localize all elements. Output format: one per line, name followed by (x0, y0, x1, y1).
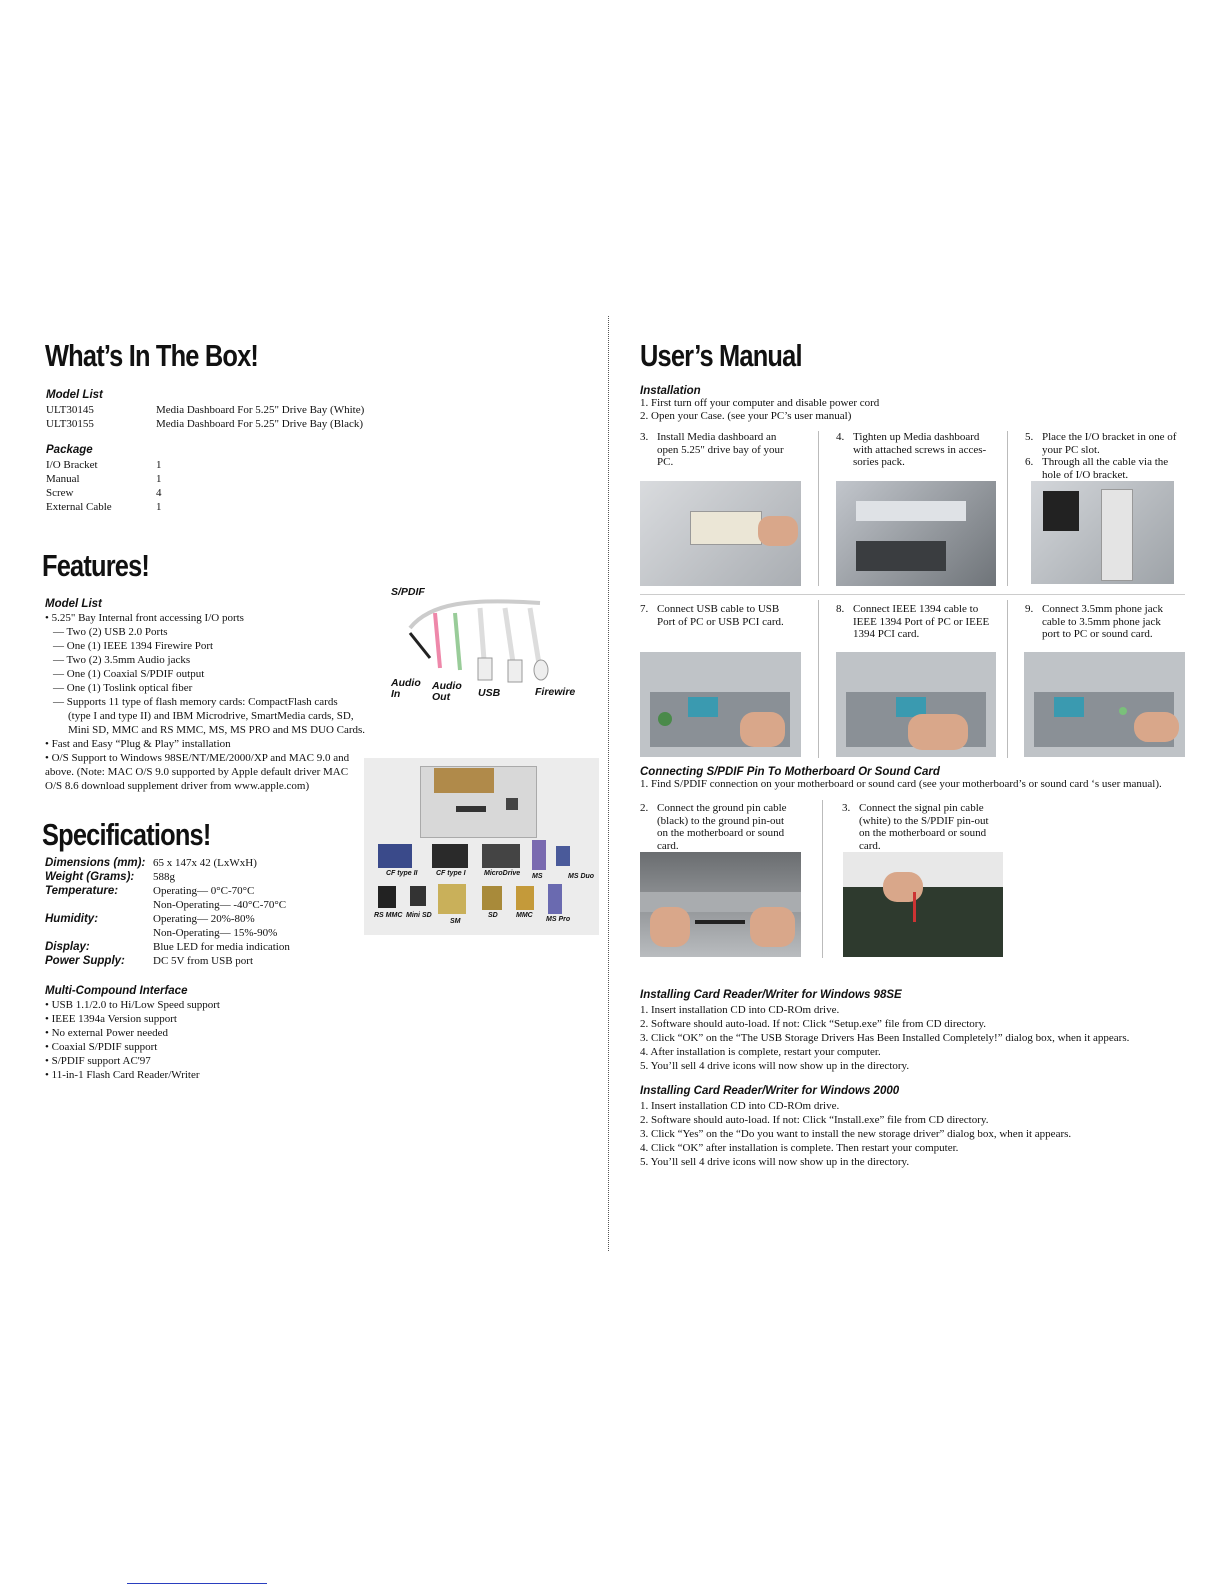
step-7 (640, 603, 810, 628)
cable-illustration (390, 598, 590, 688)
io-bracket-image (1101, 489, 1133, 581)
hand-image (650, 907, 690, 947)
step-text: sories pack. (853, 456, 905, 468)
spdif-heading: Connecting S/PDIF Pin To Motherboard Or Sound Card (640, 766, 940, 778)
hand-image (883, 872, 923, 902)
spdif-step-1: 1. Find S/PDIF connection on your motherboard or sound card (see your motherboard’s or sound card ‘s user manual). (640, 778, 1162, 790)
power-socket-image (1043, 491, 1079, 531)
sd-card-image (482, 886, 502, 910)
package-item: I/O Bracket (46, 459, 98, 471)
card-label: MS (532, 873, 543, 880)
column-divider (822, 800, 823, 958)
card-label: SM (450, 918, 461, 925)
step-text: Install Media dashboard an (657, 431, 777, 443)
spec-label: Dimensions (mm): (45, 857, 146, 869)
model-desc: Media Dashboard For 5.25" Drive Bay (White) (156, 404, 365, 416)
win98-step: 5. You’ll sell 4 drive icons will now show up in the directory. (640, 1060, 910, 1072)
spec-value: Non-Operating— 15%-90% (153, 927, 278, 939)
spec-label: Temperature: (45, 885, 119, 897)
win98-step: 1. Insert installation CD into CD-ROm drive. (640, 1004, 840, 1016)
feature-line: — Two (2) USB 2.0 Ports (53, 626, 168, 638)
step-number: 7. (640, 603, 649, 615)
step-text: cable to 3.5mm phone jack (1042, 615, 1161, 628)
spdif-step-2 (640, 802, 815, 852)
card-label: MicroDrive (484, 870, 521, 877)
step-text: card. (859, 839, 881, 852)
spec-value: 588g (153, 871, 175, 883)
package-item: Screw (46, 487, 74, 499)
package-qty: 1 (156, 473, 162, 485)
page-fold-divider (608, 316, 609, 1251)
hand-image (1134, 712, 1179, 742)
cable-label-audio-out: Audio Out (432, 680, 462, 703)
step-number: 2. (640, 802, 649, 814)
step-text: Connect 3.5mm phone jack (1042, 603, 1163, 615)
microdrive-image (482, 844, 520, 868)
win2000-step: 4. Click “OK” after installation is complete. Then restart your computer. (640, 1142, 959, 1154)
win98-steps (640, 1003, 1129, 1073)
step-number: 6. (1025, 456, 1034, 468)
card-label: MS Duo (568, 873, 595, 880)
audio-jack-image (1119, 707, 1127, 715)
port-image (1054, 697, 1084, 717)
spdif-step-3-photo (843, 852, 1003, 957)
sm-card-image (438, 884, 466, 914)
column-divider (1007, 431, 1008, 586)
drive-bay-image (690, 511, 762, 545)
specs-table (45, 856, 290, 968)
mmc-card-image (516, 886, 534, 910)
ps2-port-image (658, 712, 672, 726)
package-qty: 4 (156, 487, 162, 499)
spec-label: Power Supply: (45, 955, 125, 967)
card-label: MMC (516, 912, 533, 919)
step-4 (836, 431, 1001, 469)
win2000-step: 2. Software should auto-load. If not: Click “Install.exe” file from CD directory. (640, 1114, 989, 1126)
features-title: Features! (42, 548, 150, 583)
step-text: Place the I/O bracket in one of (1042, 431, 1177, 443)
interface-line: • Coaxial S/PDIF support (45, 1041, 158, 1053)
step-5-6 (1025, 431, 1195, 481)
feature-line: O/S 8.6 download supplement driver from www.apple.com) (45, 780, 310, 792)
feature-line: Mini SD, MMC and RS MMC, MS, MS PRO and MS DUO Cards. (68, 724, 366, 736)
hand-image (740, 712, 785, 747)
cf1-card-image (432, 844, 468, 868)
step-number: 4. (836, 431, 845, 443)
step-text: (black) to the ground pin-out (657, 814, 785, 827)
port-image (506, 798, 518, 810)
bay-image (856, 501, 966, 521)
interface-line: • USB 1.1/2.0 to Hi/Low Speed support (45, 999, 220, 1011)
step-text: Through all the cable via the (1042, 456, 1169, 468)
circuit-board-image (434, 768, 494, 793)
step-text: Tighten up Media dashboard (853, 431, 980, 443)
card-label: Mini SD (406, 912, 432, 919)
step-7-photo (640, 652, 801, 757)
win2000-heading: Installing Card Reader/Writer for Windows 2000 (640, 1085, 900, 1097)
msduo-card-image (556, 846, 570, 866)
spec-label: Weight (Grams): (45, 871, 135, 883)
spec-value: Non-Operating— -40°C-70°C (153, 899, 287, 911)
win2000-step: 1. Insert installation CD into CD-ROm drive. (640, 1100, 840, 1112)
step-text: on the motherboard or sound (657, 827, 785, 839)
column-divider (1007, 600, 1008, 758)
step-number: 3. (640, 431, 649, 443)
red-wire-image (913, 892, 916, 922)
package-list (46, 458, 162, 514)
install-intro (640, 397, 879, 422)
step-number: 8. (836, 603, 845, 615)
interface-line: • 11-in-1 Flash Card Reader/Writer (45, 1069, 200, 1081)
step-5-photo (1031, 481, 1174, 584)
package-qty: 1 (156, 501, 162, 513)
win98-heading: Installing Card Reader/Writer for Windows 98SE (640, 989, 902, 1001)
row-divider (640, 594, 1185, 595)
step-text: Connect USB cable to USB (657, 603, 780, 615)
model-code: ULT30145 (46, 404, 94, 416)
step-text: Port of PC or USB PCI card. (657, 615, 784, 628)
card-label: RS MMC (374, 912, 403, 919)
spdif-step-3 (842, 802, 1017, 852)
model-desc: Media Dashboard For 5.25" Drive Bay (Black) (156, 418, 364, 430)
hand-image (758, 516, 798, 546)
internals-image (856, 541, 946, 571)
hand-image (908, 714, 968, 750)
win98-step: 2. Software should auto-load. If not: Click “Setup.exe” file from CD directory. (640, 1018, 987, 1030)
background-image (843, 852, 1003, 887)
step-8-photo (836, 652, 996, 757)
feature-line: — Supports 11 type of flash memory cards: CompactFlash cards (53, 696, 338, 708)
step-text: Connect the signal pin cable (859, 802, 984, 814)
minisd-card-image (410, 886, 426, 906)
step-3-photo (640, 481, 801, 586)
package-item: External Cable (46, 501, 112, 513)
feature-line: — One (1) Coaxial S/PDIF output (53, 668, 205, 680)
feature-line: — One (1) IEEE 1394 Firewire Port (53, 640, 214, 652)
feature-line: (type I and type II) and IBM Microdrive, SmartMedia cards, SD, (68, 710, 354, 722)
spec-label: Humidity: (45, 913, 99, 925)
footer-link-underline (127, 1583, 267, 1584)
features-heading: Model List (45, 598, 102, 610)
card-label: CF type II (386, 870, 418, 877)
step-text: 1394 PCI card. (853, 628, 920, 640)
cable-label-usb: USB (478, 687, 501, 699)
column-divider (818, 600, 819, 758)
step-text: PC. (657, 456, 674, 468)
package-qty: 1 (156, 459, 162, 471)
port-image (688, 697, 718, 717)
interface-line: • No external Power needed (45, 1027, 168, 1039)
package-heading: Package (46, 444, 93, 456)
step-text: with attached screws in acces- (853, 443, 987, 456)
step-3 (640, 431, 805, 469)
interface-line: • IEEE 1394a Version support (45, 1013, 177, 1025)
mspro-card-image (548, 884, 562, 914)
step-9-photo (1024, 652, 1185, 757)
feature-line: — Two (2) 3.5mm Audio jacks (53, 654, 191, 666)
step-4-photo (836, 481, 996, 586)
cable-label-firewire: Firewire (535, 686, 576, 698)
installation-heading: Installation (640, 385, 701, 397)
install-line: 2. Open your Case. (see your PC’s user manual) (640, 409, 852, 422)
step-text: Connect the ground pin cable (657, 802, 787, 814)
step-text: port to PC or sound card. (1042, 628, 1153, 640)
rsmmc-card-image (378, 886, 396, 908)
spec-value: 65 x 147x 42 (LxWxH) (153, 857, 257, 869)
product-cards-photo (364, 758, 599, 935)
cable-label-audio-in: Audio In (391, 677, 421, 700)
model-code: ULT30155 (46, 418, 94, 430)
hand-image (750, 907, 795, 947)
cable-label-spdif: S/PDIF (391, 586, 425, 598)
step-text: (white) to the S/PDIF pin-out (859, 814, 989, 827)
install-line: 1. First turn off your computer and disable power cord (640, 397, 880, 409)
step-text: Connect IEEE 1394 cable to (853, 603, 979, 615)
win2000-steps (640, 1099, 1071, 1169)
card-label: MS Pro (546, 916, 571, 923)
card-label: SD (488, 912, 498, 919)
box-title: What’s In The Box! (45, 338, 259, 373)
spec-value: Operating— 20%-80% (153, 913, 255, 925)
interface-list (45, 998, 220, 1082)
win98-step: 3. Click “OK” on the “The USB Storage Drivers Has Been Installed Completely!” dialog box, when it appears. (640, 1032, 1130, 1044)
features-list (45, 611, 375, 793)
cable-image (695, 920, 745, 924)
ms-card-image (532, 840, 546, 870)
card-slot-image (456, 806, 486, 812)
feature-line: • O/S Support to Windows 98SE/NT/ME/2000/XP and MAC 9.0 and (45, 752, 350, 764)
step-number: 5. (1025, 431, 1034, 443)
model-list (46, 403, 364, 431)
spec-value: DC 5V from USB port (153, 955, 254, 967)
model-list-heading: Model List (46, 389, 103, 401)
spdif-step-2-photo (640, 852, 801, 957)
interface-line: • S/PDIF support AC'97 (45, 1055, 151, 1067)
spec-value: Operating— 0°C-70°C (153, 885, 255, 897)
cf2-card-image (378, 844, 412, 868)
spec-label: Display: (45, 941, 90, 953)
column-divider (818, 431, 819, 586)
spec-value: Blue LED for media indication (153, 941, 290, 953)
step-number: 9. (1025, 603, 1034, 615)
interface-heading: Multi-Compound Interface (45, 985, 188, 997)
feature-line: — One (1) Toslink optical fiber (53, 682, 193, 694)
card-label: CF type I (436, 870, 466, 877)
win98-step: 4. After installation is complete, restart your computer. (640, 1046, 881, 1058)
step-text: IEEE 1394 Port of PC or IEEE (853, 615, 990, 628)
package-item: Manual (46, 473, 80, 485)
step-text: card. (657, 839, 679, 852)
step-number: 3. (842, 802, 851, 814)
step-9 (1025, 603, 1190, 641)
step-text: your PC slot. (1042, 443, 1100, 456)
specs-title: Specifications! (42, 817, 211, 852)
step-8 (836, 603, 1006, 641)
feature-line: • Fast and Easy “Plug & Play” installation (45, 738, 231, 750)
feature-line: • 5.25" Bay Internal front accessing I/O ports (45, 612, 244, 624)
step-text: hole of I/O bracket. (1042, 468, 1129, 481)
win2000-step: 3. Click “Yes” on the “Do you want to install the new storage driver” dialog box, when it appears. (640, 1128, 1072, 1140)
manual-title: User’s Manual (640, 338, 802, 373)
feature-line: above. (Note: MAC O/S 9.0 supported by Apple default driver MAC (45, 766, 349, 778)
step-text: on the motherboard or sound (859, 827, 987, 839)
win2000-step: 5. You’ll sell 4 drive icons will now show up in the directory. (640, 1156, 910, 1168)
step-text: open 5.25" drive bay of your (657, 443, 784, 456)
